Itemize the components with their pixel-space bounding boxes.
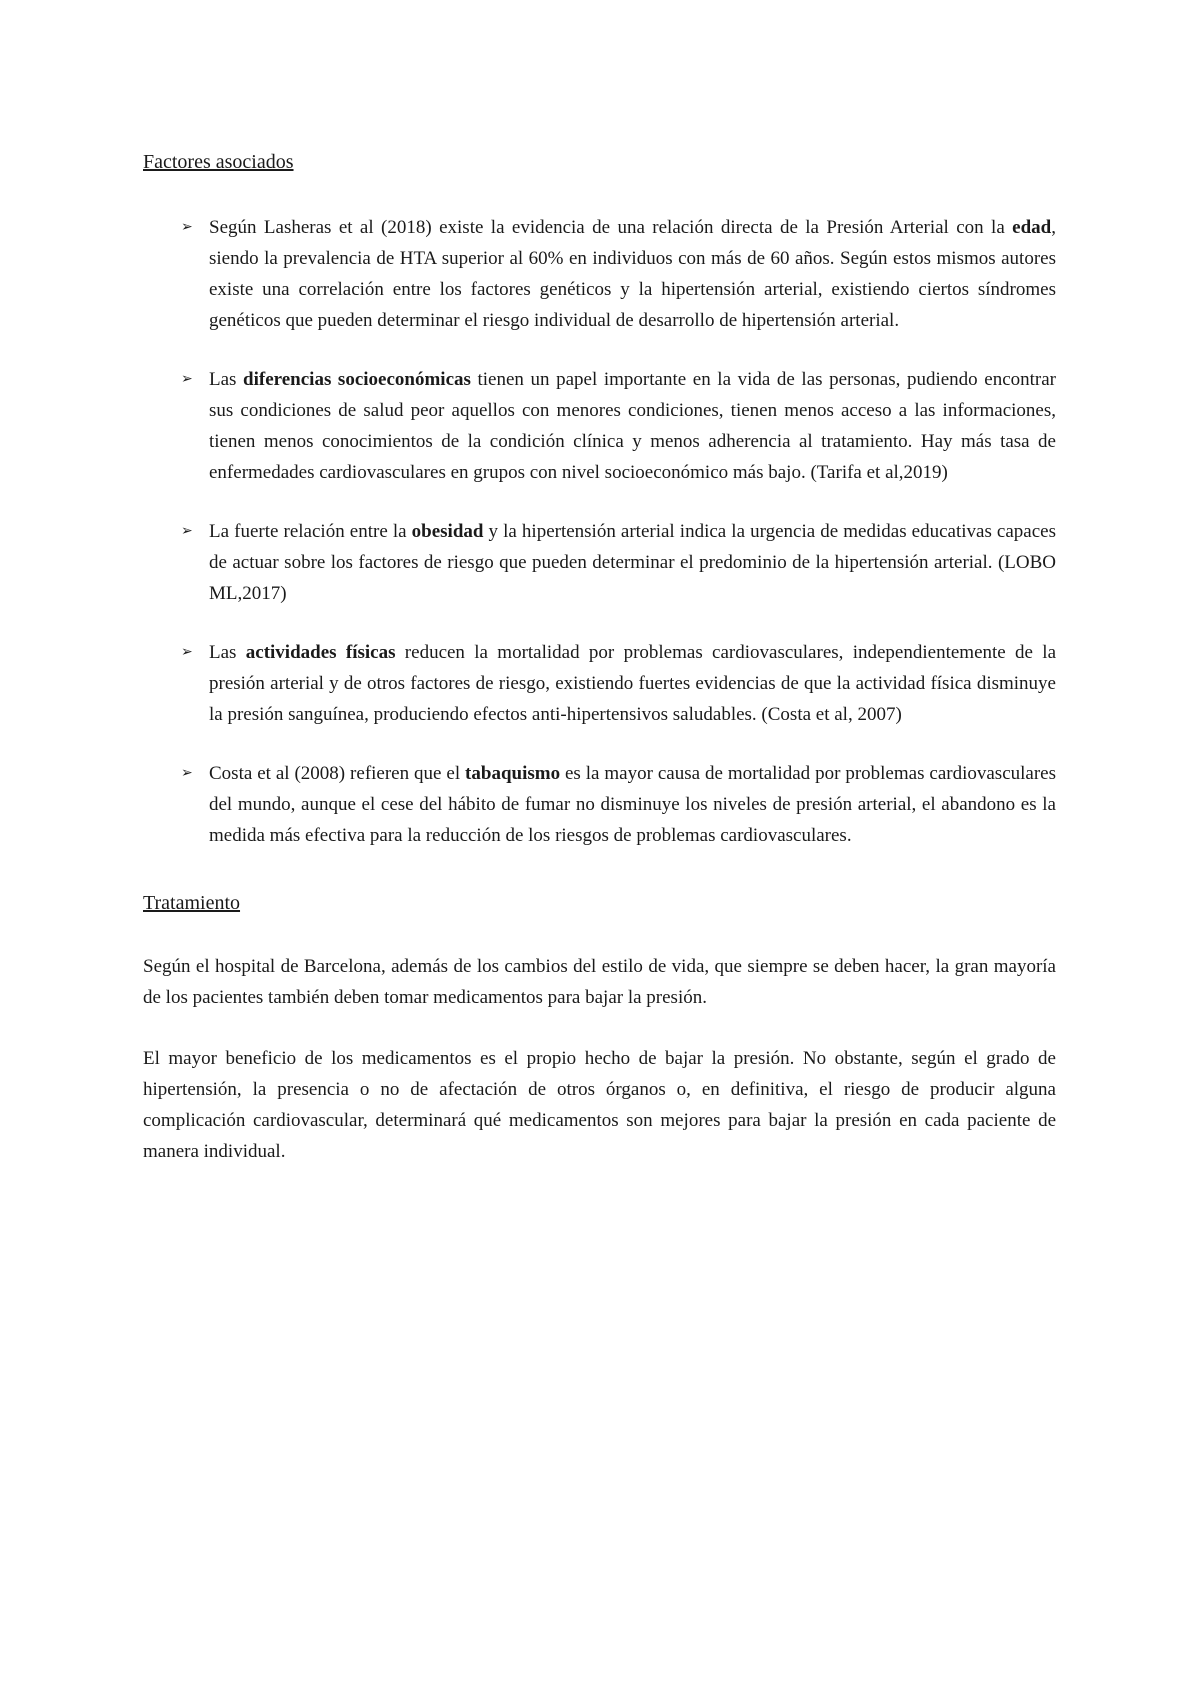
item-text-bold: diferencias socioeconómicas: [243, 369, 471, 390]
item-text-post: es la mayor causa de mortalidad por problemas cardiovasculares del mundo, aunque el cese del hábito de fumar no disminuye los niveles de presión arterial, el abandono es la medida más efectiva para la reducción de los riesgos de problemas cardiovasculares.: [209, 763, 1056, 846]
paragraph: Según el hospital de Barcelona, además de los cambios del estilo de vida, que siempre se deben hacer, la gran mayoría de los pacientes también deben tomar medicamentos para bajar la presión.: [143, 956, 1056, 1008]
item-text-pre: Según Lasheras et al (2018) existe la evidencia de una relación directa de la Presión Arterial con la: [209, 217, 1013, 238]
item-text-bold: obesidad: [411, 521, 484, 542]
factors-list: [143, 212, 1056, 851]
item-text-bold: edad: [1012, 217, 1052, 238]
list-item: [143, 758, 1056, 851]
list-item: [143, 212, 1056, 336]
item-text-bold: actividades físicas: [245, 642, 396, 663]
item-text-post: , siendo la prevalencia de HTA superior al 60% en individuos con más de 60 años. Según estos mismos autores existe una correlación entre los factores genéticos y la hipertensión arterial, existiendo ciertos síndromes genéticos que pueden determinar el riesgo individual de desarrollo de hipertensión arterial.: [209, 217, 1056, 331]
item-text-pre: Las: [209, 369, 244, 390]
list-item: [143, 364, 1056, 488]
bullet-icon: ➢: [181, 220, 193, 235]
item-text-bold: tabaquismo: [465, 763, 561, 784]
item-text-post: reducen la mortalidad por problemas cardiovasculares, independientemente de la presión arterial y de otros factores de riesgo, existiendo fuertes evidencias de que la actividad física disminuye la presión sanguínea, produciendo efectos anti-hipertensivos saludables. (Costa et al, 2007): [209, 642, 1057, 725]
list-item: [143, 516, 1056, 609]
item-text-post: y la hipertensión arterial indica la urgencia de medidas educativas capaces de actuar sobre los factores de riesgo que pueden determinar el predominio de la hipertensión arterial. (LOBO ML,2017): [209, 521, 1056, 604]
section-heading-tratamiento: Tratamiento: [143, 892, 241, 914]
bullet-icon: ➢: [181, 645, 193, 660]
list-item: [143, 637, 1056, 730]
item-text-pre: La fuerte relación entre la: [209, 521, 412, 542]
treatment-section: [143, 889, 1056, 1167]
bullet-icon: ➢: [181, 372, 193, 387]
item-text-post: tienen un papel importante en la vida de las personas, pudiendo encontrar sus condiciones de salud peor aquellos con menores condiciones, tienen menos acceso a las informaciones, tienen menos conocimientos de la condición clínica y menos adherencia al tratamiento. Hay más tasa de enfermedades cardiovasculares en grupos con nivel socioeconómico más bajo. (Tarifa et al,2019): [209, 369, 1056, 483]
bullet-icon: ➢: [181, 766, 193, 781]
paragraph: El mayor beneficio de los medicamentos es el propio hecho de bajar la presión. No obstante, según el grado de hipertensión, la presencia o no de afectación de otros órganos o, en definitiva, el riesgo de producir alguna complicación cardiovascular, determinará qué medicamentos son mejores para bajar la presión en cada paciente de manera individual.: [143, 1048, 1056, 1162]
section-heading-factores: Factores asociados: [143, 151, 294, 173]
bullet-icon: ➢: [181, 524, 193, 539]
item-text-pre: Costa et al (2008) refieren que el: [209, 763, 466, 784]
item-text-pre: Las: [209, 642, 246, 663]
